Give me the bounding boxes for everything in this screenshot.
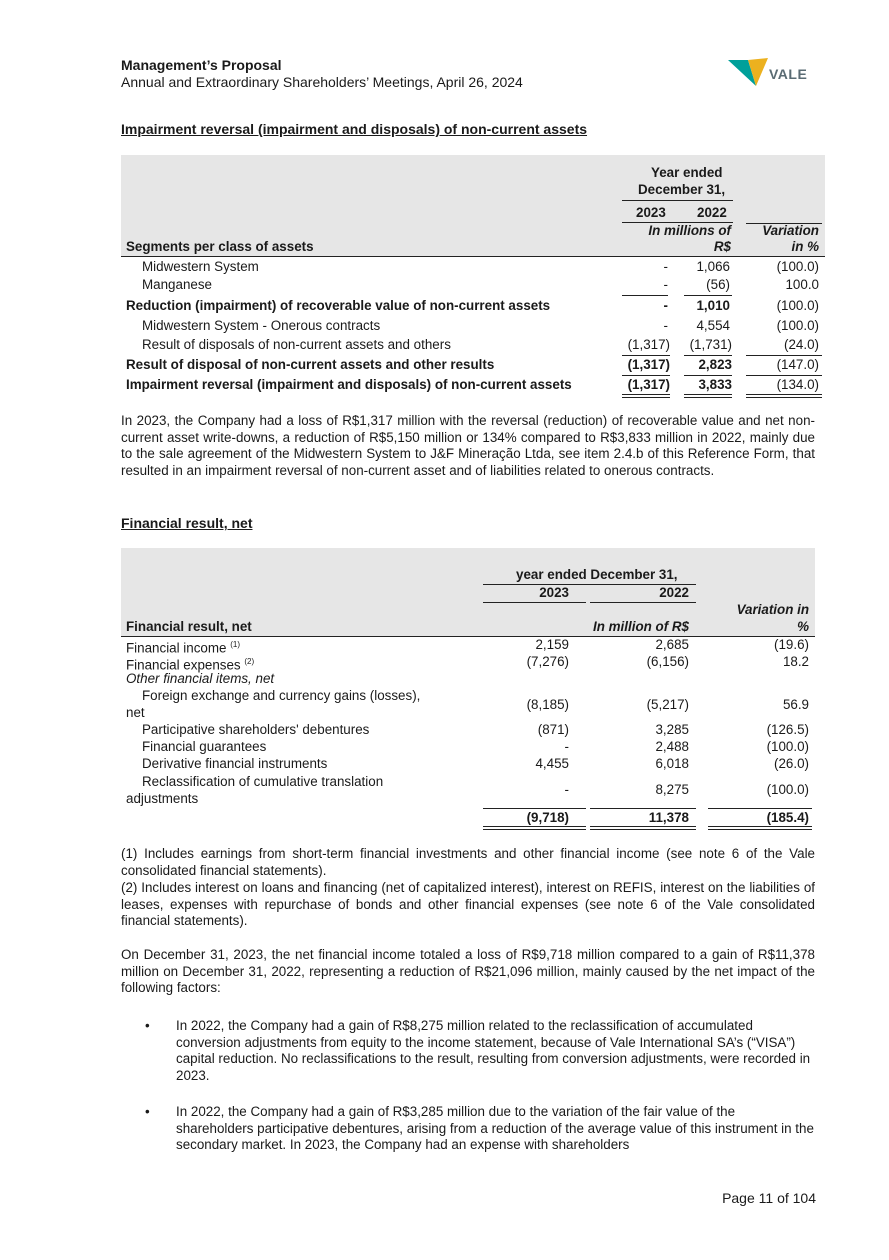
t1-row-header: Segments per class of assets [126, 239, 314, 254]
t2-row-var: (100.0) [766, 782, 809, 797]
logo-text: VALE [769, 66, 808, 82]
t2-row-2022: 6,018 [655, 756, 689, 771]
t1-row-label: Result of disposal of non-current assets and other results [126, 357, 495, 372]
t2-row-label: Financial guarantees [142, 739, 267, 754]
t2-row-2022: 2,685 [655, 637, 689, 652]
t1-row-var: 100.0 [785, 277, 819, 292]
vale-v-icon [728, 56, 768, 88]
bullet-text: In 2022, the Company had a gain of R$3,285 million due to the variation of the fair value of the shareholders participative debentures, arising from a reduction of the average value of this instrument in the secondary market. In 2023, the Company had an expense with shareholders [176, 1104, 814, 1152]
t2-row-label: Reclassification of cumulative translation [142, 774, 384, 789]
t2-variation-1: Variation in [736, 602, 809, 617]
t2-row-2022: (5,217) [646, 697, 689, 712]
t1-col-2023: 2023 [636, 205, 666, 220]
t2-row-footnote: (1) [230, 640, 240, 649]
t1-row-label: Result of disposals of non-current assets and others [142, 337, 451, 352]
t2-row-2023: (8,185) [526, 697, 569, 712]
t1-row-2023: - [663, 277, 668, 292]
page-number: Page 11 of 104 [722, 1190, 816, 1206]
t1-row-var: (24.0) [784, 337, 819, 352]
t1-row-2022: 1,066 [696, 259, 730, 274]
t2-row-var: (19.6) [774, 637, 809, 652]
t2-row-2023: (7,276) [526, 654, 569, 669]
t1-row-label: Midwestern System - Onerous contracts [142, 318, 381, 333]
t2-row-var: 18.2 [782, 654, 809, 669]
t2-row-2023: - [564, 782, 569, 797]
t1-row-var: (134.0) [776, 377, 819, 392]
t2-row-2023: (871) [537, 722, 569, 737]
t2-col-2023: 2023 [539, 585, 569, 600]
t1-row-2023: - [663, 318, 668, 333]
t2-col-2022: 2022 [659, 585, 689, 600]
t1-row-label: Midwestern System [142, 259, 259, 274]
t1-unit-1: In millions of [648, 223, 731, 238]
t2-row-label: Other financial items, net [126, 671, 275, 686]
t2-row-2023: - [564, 739, 569, 754]
impairment-paragraph: In 2023, the Company had a loss of R$1,317 million with the reversal (reduction) of recoverable value and net non-current asset write-downs, a reduction of R$5,150 million or 134% compared to R$3,833 million in 2022, mainly due to the sale agreement of the Midwestern System to J&F Mineração Ltda, see item 2.4.b of this Reference Form, that resulted in an impairment reversal of non-current asset and of liabilities related to onerous contracts. [121, 413, 815, 478]
t2-row-var: (126.5) [766, 722, 809, 737]
t1-row-2022: 1,010 [696, 298, 730, 313]
t1-variation-2: in % [791, 239, 819, 254]
t1-row-var: (100.0) [776, 259, 819, 274]
t2-row-2023: 4,455 [535, 756, 569, 771]
t1-row-label: Impairment reversal (impairment and disposals) of non-current assets [126, 377, 572, 392]
t2-row-2022: (6,156) [646, 654, 689, 669]
impairment-section-title: Impairment reversal (impairment and disposals) of non-current assets [121, 121, 588, 137]
t1-variation-1: Variation [762, 223, 819, 238]
t1-col-2022: 2022 [697, 205, 727, 220]
t2-row-footnote: (2) [244, 657, 255, 666]
t1-row-label: Reduction (impairment) of recoverable value of non-current assets [126, 298, 551, 313]
t1-row-2022: 2,823 [698, 357, 732, 372]
footnote-2: (2) Includes interest on loans and financing (net of capitalized interest), interest on REFIS, interest on the liabilities of leases, expenses with repurchase of bonds and other financial expenses (see note 6 of the Vale consolidated financial statements). [121, 880, 815, 928]
t1-row-2023: - [663, 298, 668, 313]
footnote-1: (1) Includes earnings from short-term financial investments and other financial income (see note 6 of the Vale consolidated financial statements). [121, 846, 815, 878]
t2-row-2023: 2,159 [535, 637, 569, 652]
t1-row-var: (100.0) [776, 318, 819, 333]
document-subtitle: Annual and Extraordinary Shareholders’ Meetings, April 26, 2024 [121, 74, 523, 90]
t2-row-2022: 2,488 [655, 739, 689, 754]
t2-unit: In million of R$ [593, 619, 689, 634]
t2-row-var: (100.0) [766, 739, 809, 754]
t2-row-2022: 8,275 [655, 782, 689, 797]
bullet-icon: • [145, 1104, 150, 1119]
t1-unit-2: R$ [713, 239, 731, 254]
t2-row-label-cont: net [126, 705, 145, 720]
financial-section-title: Financial result, net [121, 515, 253, 531]
t1-row-2022: (56) [706, 277, 730, 292]
t1-row-2023: (1,317) [627, 377, 670, 392]
vale-logo [728, 56, 808, 88]
t1-december: December 31, [638, 182, 726, 197]
t1-row-2023: (1,317) [627, 337, 670, 352]
financial-paragraph: On December 31, 2023, the net financial income totaled a loss of R$9,718 million compared to a gain of R$11,378 million on December 31, 2022, representing a reduction of R$21,096 million, mainly caused by the net impact of the following factors: [121, 947, 815, 995]
bullet-icon: • [145, 1018, 150, 1033]
t2-row-label: Foreign exchange and currency gains (losses), [142, 688, 421, 703]
t2-row-label-cont: adjustments [126, 791, 199, 806]
document-title: Management’s Proposal [121, 57, 282, 73]
t1-row-var: (147.0) [776, 357, 819, 372]
t2-row-var: 56.9 [782, 697, 809, 712]
t2-total-2023: (9,718) [526, 810, 569, 825]
bullet-text: In 2022, the Company had a gain of R$8,275 million related to the reclassification of accumulated conversion adjustments from equity to the income statement, because of Vale International SA’s (“VISA”) capital reduction. No reclassifications to the result, resulting from conversion adjustments, were recorded in 2023. [176, 1018, 811, 1083]
t2-total-2022: 11,378 [648, 810, 689, 825]
t1-year-ended: Year ended [651, 165, 723, 180]
t1-row-2022: (1,731) [689, 337, 732, 352]
t2-row-var: (26.0) [774, 756, 809, 771]
t1-row-label: Manganese [142, 277, 212, 292]
t2-row-label-text: Financial expenses [126, 657, 241, 673]
t1-row-2022: 4,554 [696, 318, 730, 333]
t1-row-var: (100.0) [776, 298, 819, 313]
t2-row-header: Financial result, net [126, 619, 252, 634]
t2-row-label: Participative shareholders' debentures [142, 722, 370, 737]
t2-variation-2: % [797, 619, 809, 634]
t2-row-label-text: Financial income [126, 640, 227, 656]
t2-row-2022: 3,285 [655, 722, 689, 737]
t1-row-2023: (1,317) [627, 357, 670, 372]
t1-row-2023: - [663, 259, 668, 274]
t1-row-2022: 3,833 [698, 377, 732, 392]
t2-year-ended: year ended December 31, [516, 567, 678, 582]
t2-row-label: Derivative financial instruments [142, 756, 328, 771]
t2-total-var: (185.4) [766, 810, 809, 825]
